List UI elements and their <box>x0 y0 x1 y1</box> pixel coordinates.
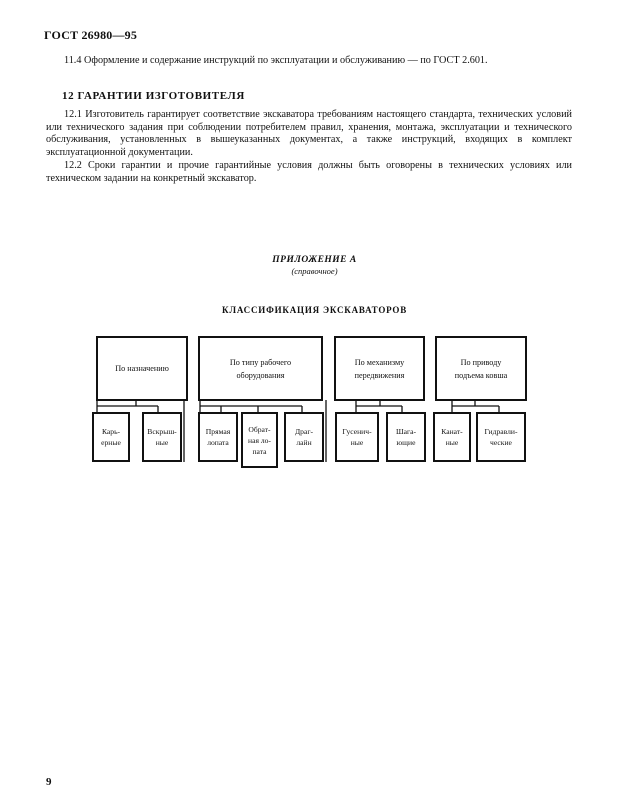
type-box-backhoe <box>241 412 278 468</box>
section-12-title: 12 ГАРАНТИИ ИЗГОТОВИТЕЛЯ <box>62 90 245 102</box>
category-label-purpose: По назначению <box>115 364 169 373</box>
type-label-backhoe: Обрат- ная ло- пата <box>248 424 271 456</box>
type-box-face-shovel <box>198 412 238 462</box>
type-label-hydraulic: Гидравли- ческие <box>484 427 518 447</box>
type-box-hydraulic <box>476 412 526 462</box>
type-box-walking <box>386 412 426 462</box>
category-box-bucket-drive <box>435 336 527 401</box>
category-box-purpose <box>96 336 188 401</box>
type-label-rope: Канат- ные <box>441 427 463 447</box>
page-number: 9 <box>46 776 52 788</box>
classification-diagram-title: КЛАССИФИКАЦИЯ ЭКСКАВАТОРОВ <box>222 305 407 315</box>
type-label-dragline: Драг- лайн <box>295 427 313 447</box>
category-label-travel-mechanism: По механизму передвижения <box>354 357 405 380</box>
appendix-title: ПРИЛОЖЕНИЕ А <box>272 255 357 265</box>
category-label-bucket-drive: По приводу подъема ковша <box>454 357 508 380</box>
type-label-stripping: Вскрыш- ные <box>147 427 177 447</box>
type-label-crawler: Гусенич- ные <box>342 427 372 447</box>
paragraph-11-4-text: 11.4 Оформление и содержание инструкций по эксплуатации и обслуживанию — по ГОСТ 2.601. <box>64 55 488 66</box>
type-label-walking: Шага- ющие <box>395 427 417 447</box>
type-box-crawler <box>335 412 379 462</box>
paragraph-12-1-text: 12.1 Изготовитель гарантирует соответствие экскаватора требованиям настоящего стандарта, технических условий или технического задания при соблюдении потребителем правил, хранения, монтажа, эксплуатации и технического обслуживания, установленных в вышеуказанных документах, а также инструкций, входящих в комплект эксплуатационной документации. <box>46 109 572 158</box>
type-box-stripping <box>142 412 182 462</box>
category-box-travel-mechanism <box>334 336 425 401</box>
category-label-equipment-type: По типу рабочего оборудования <box>229 357 292 380</box>
type-box-dragline <box>284 412 324 462</box>
type-box-rope <box>433 412 471 462</box>
type-label-face-shovel: Прямая лопата <box>205 427 231 447</box>
document-code-header: ГОСТ 26980—95 <box>44 28 138 42</box>
appendix-subtitle: (справочное) <box>291 266 338 276</box>
paragraph-12-2-text: 12.2 Сроки гарантии и прочие гарантийные условия должны быть оговорены в технических условиях или техническом задании на конкретный экскаватор. <box>46 160 572 184</box>
type-box-quarry <box>92 412 130 462</box>
category-box-equipment-type <box>198 336 323 401</box>
type-label-quarry: Карь- ерные <box>101 427 121 447</box>
